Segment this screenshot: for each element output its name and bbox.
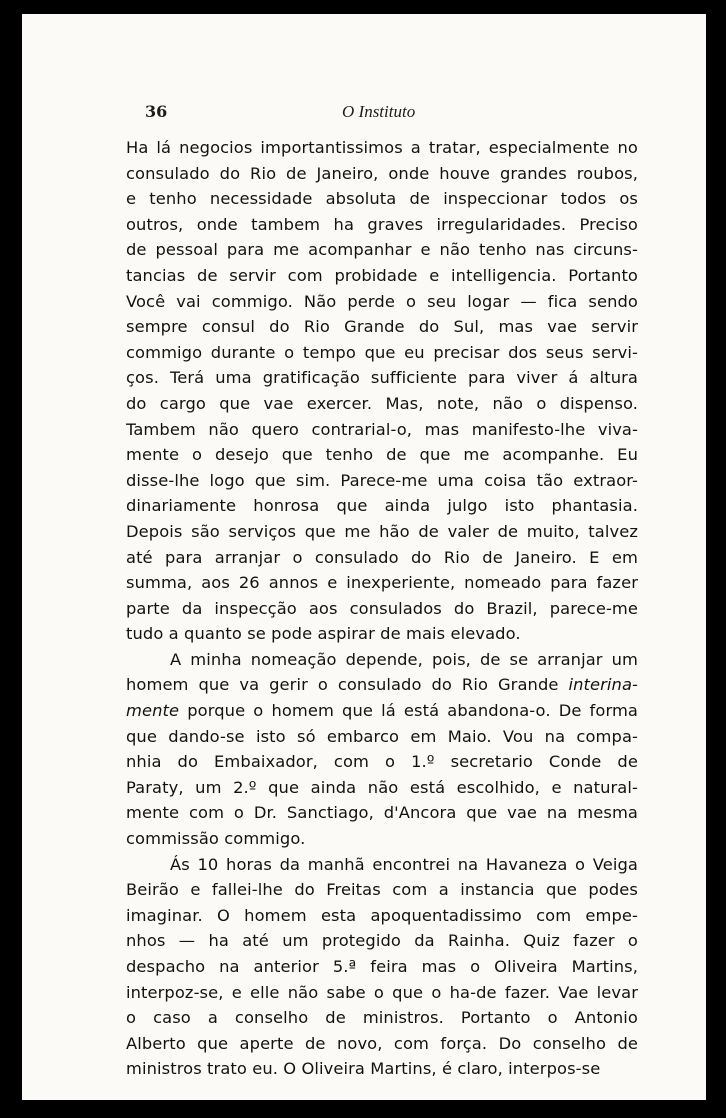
- text-run: mente com o Dr. Sanctiago, d'Ancora que vae na mesma: [126, 803, 638, 823]
- text-run: summa, aos 26 annos e inexperiente, nomeado para fazer: [126, 573, 638, 593]
- text-run: Beirão e fallei-lhe do Freitas com a instancia que podes: [126, 880, 638, 900]
- text-run: do cargo que vae exercer. Mas, note, não o dispenso.: [126, 393, 638, 413]
- text-run: tudo a quanto se pode aspirar de mais elevado.: [126, 624, 521, 644]
- text-run: ços. Terá uma gratificação sufficiente para viver á altura: [126, 368, 638, 388]
- text-line: [126, 263, 638, 289]
- text-line: [126, 1031, 638, 1057]
- text-run: tancias de servir com probidade e intelligencia. Portanto: [126, 265, 638, 285]
- text-run: parte da inspecção aos consulados do Brazil, parece-me: [126, 598, 638, 618]
- text-line: [126, 289, 638, 315]
- text-line: [126, 212, 638, 238]
- text-run: nhia do Embaixador, com o 1.º secretario Conde de: [126, 752, 638, 772]
- text-line: [126, 749, 638, 775]
- text-line: [126, 340, 638, 366]
- text-line: [126, 877, 638, 903]
- text-line: [126, 980, 638, 1006]
- text-line: [126, 621, 638, 647]
- text-run: ministros trato eu. O Oliveira Martins, é claro, interpos-se: [126, 1059, 601, 1079]
- text-run: o caso a conselho de ministros. Portanto o Antonio: [126, 1008, 638, 1028]
- text-line: [126, 954, 638, 980]
- text-line: [126, 775, 638, 801]
- page-number: 36: [145, 102, 168, 121]
- text-run: que dando-se isto só embarco em Maio. Vou na compa-: [126, 726, 638, 746]
- text-run: homem que va gerir o consulado do Rio Grande: [126, 675, 569, 695]
- text-line: [126, 161, 638, 187]
- text-run: Ás 10 horas da manhã encontrei na Havaneza o Veiga: [170, 854, 638, 874]
- text-line: [126, 417, 638, 443]
- text-line: [126, 519, 638, 545]
- text-line: [126, 852, 638, 878]
- text-line: [126, 314, 638, 340]
- text-line: [126, 545, 638, 571]
- text-line: [126, 391, 638, 417]
- text-run: porque o homem que lá está abandona-o. De forma: [179, 701, 638, 721]
- text-run: Paraty, um 2.º que ainda não está escolhido, e natural-: [126, 777, 638, 797]
- text-line: [126, 800, 638, 826]
- page-header: [145, 100, 615, 126]
- text-run: interpoz-se, e elle não sabe o que o ha-de fazer. Vae levar: [126, 982, 638, 1002]
- text-line: [126, 570, 638, 596]
- text-run: despacho na anterior 5.ª feira mas o Oliveira Martins,: [126, 957, 638, 976]
- text-run: dinariamente honrosa que ainda julgo isto phantasia.: [126, 496, 638, 516]
- text-line: [126, 493, 638, 519]
- text-line: [126, 237, 638, 263]
- italic-text: mente: [126, 701, 180, 721]
- text-line: [126, 724, 638, 750]
- text-run: disse-lhe logo que sim. Parece-me uma coisa tão extraor-: [126, 470, 638, 490]
- italic-text: interina-: [568, 675, 638, 695]
- text-run: Depois são serviços que me hão de valer de muito, talvez: [126, 521, 638, 541]
- text-line: [126, 596, 638, 622]
- text-line: [126, 186, 638, 212]
- text-run: commigo durante o tempo que eu precisar dos seus servi-: [126, 342, 638, 362]
- text-line: [126, 468, 638, 494]
- text-run: e tenho necessidade absoluta de inspeccionar todos os: [126, 189, 638, 209]
- text-run: Tambem não quero contrarial-o, mas manifesto-lhe viva-: [126, 419, 638, 439]
- text-run: de pessoal para me acompanhar e não tenho nas circuns-: [126, 240, 638, 260]
- text-line: [126, 928, 638, 954]
- text-line: [126, 826, 638, 852]
- text-run: consulado do Rio de Janeiro, onde houve grandes roubos,: [126, 163, 638, 183]
- text-line: [126, 647, 638, 673]
- text-run: imaginar. O homem esta apoquentadissimo com empe-: [126, 905, 638, 925]
- text-run: Alberto que aperte de novo, com força. Do conselho de: [126, 1033, 638, 1053]
- text-run: outros, onde tambem ha graves irregularidades. Preciso: [126, 214, 638, 234]
- text-run: mente o desejo que tenho de que me acompanhe. Eu: [126, 445, 638, 465]
- running-title: O Instituto: [342, 102, 416, 121]
- text-line: [126, 1005, 638, 1031]
- text-line: [126, 903, 638, 929]
- text-run: sempre consul do Rio Grande do Sul, mas vae servir: [126, 317, 638, 337]
- text-run: commissão commigo.: [126, 829, 306, 849]
- text-line: [126, 698, 638, 724]
- text-run: Ha lá negocios importantissimos a tratar, especialmente no: [126, 138, 638, 157]
- text-line: [126, 672, 638, 698]
- text-run: Você vai commigo. Não perde o seu logar — fica sendo: [126, 291, 638, 311]
- text-run: A minha nomeação depende, pois, de se arranjar um: [170, 649, 638, 669]
- text-run: até para arranjar o consulado do Rio de Janeiro. E em: [126, 547, 638, 567]
- body-text: [126, 135, 638, 1082]
- text-line: [126, 135, 638, 161]
- text-run: nhos — ha até um protegido da Rainha. Quiz fazer o: [126, 931, 638, 951]
- text-line: [126, 442, 638, 468]
- text-line: [126, 1056, 638, 1082]
- text-line: [126, 365, 638, 391]
